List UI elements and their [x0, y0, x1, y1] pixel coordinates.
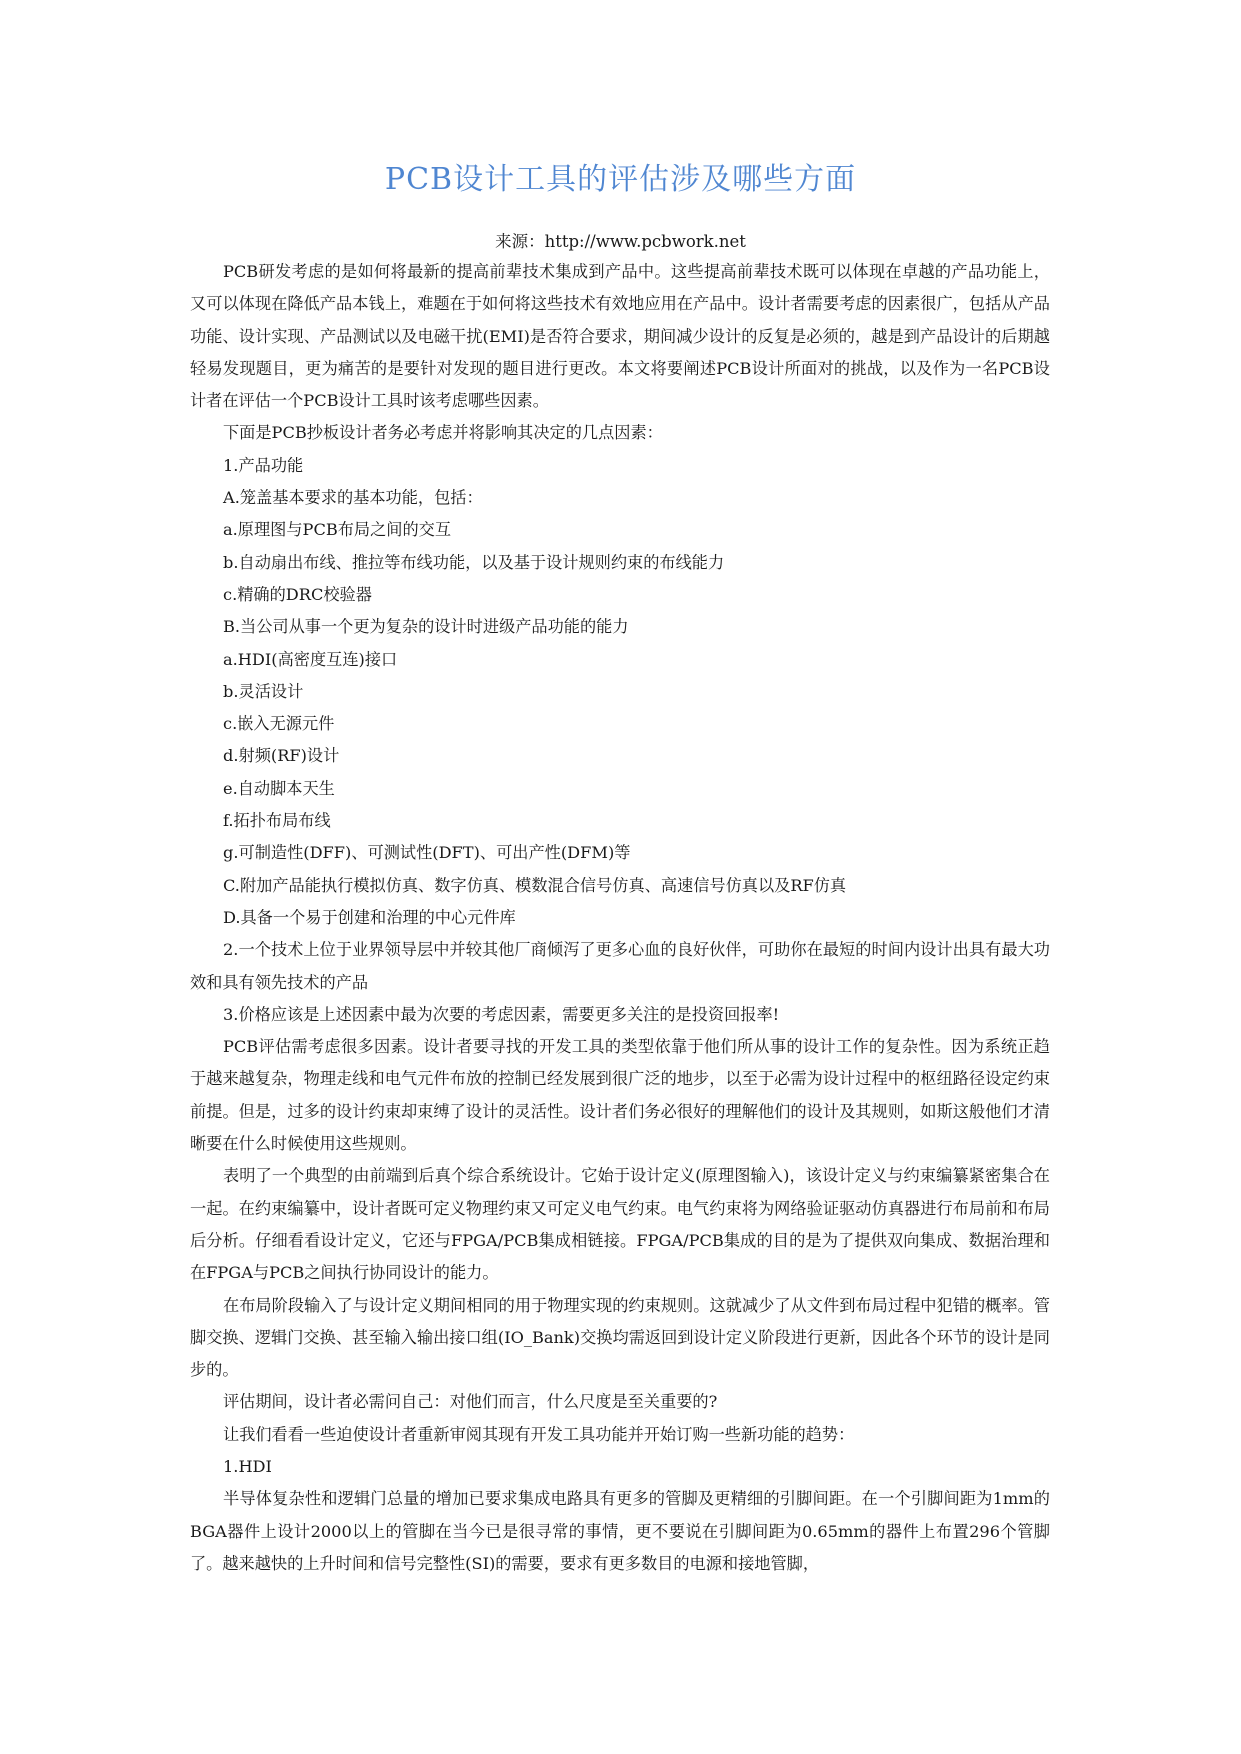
paragraph: D.具备一个易于创建和治理的中心元件库 — [223, 907, 516, 927]
paragraph: B.当公司从事一个更为复杂的设计时进级产品功能的能力 — [223, 617, 629, 637]
paragraph: PCB研发考虑的是如何将最新的提高前辈技术集成到产品中。这些提高前辈技术既可以体现在卓越的产品功能上，又可以体现在降低产品本钱上，难题在于如何将这些技术有效地应用在产品中。设计者需要考虑的因素很广，包括从产品功能、设计实现、产品测试以及电磁干扰(EMI)是否符合要求，期间减少设计的反复是必须的，越是到产品设计的后期越轻易发现题目，更为痛苦的是要针对发现的题目进行更改。本文将要阐述PCB设计所面对的挑战，以及作为一名PCB设计者在评估一个PCB设计工具时该考虑哪些因素。 — [190, 262, 1050, 411]
paragraph: 1.HDI — [223, 1456, 272, 1476]
paragraph: f.拓扑布局布线 — [223, 811, 331, 831]
paragraph: 表明了一个典型的由前端到后真个综合系统设计。它始于设计定义(原理图输入)，该设计定义与约束编纂紧密集合在一起。在约束编纂中，设计者既可定义物理约束又可定义电气约束。电气约束将为网络验证驱动仿真器进行布局前和布局后分析。仔细看看设计定义，它还与FPGA/PCB集成相链接。FPGA/PCB集成的目的是为了提供双向集成、数据治理和在FPGA与PCB之间执行协同设计的能力。 — [190, 1166, 1050, 1283]
paragraph: b.灵活设计 — [223, 681, 304, 701]
paragraph: a.原理图与PCB布局之间的交互 — [223, 520, 452, 540]
paragraph: 让我们看看一些迫使设计者重新审阅其现有开发工具功能并开始订购一些新功能的趋势： — [223, 1424, 855, 1444]
paragraph: 半导体复杂性和逻辑门总量的增加已要求集成电路具有更多的管脚及更精细的引脚间距。在一个引脚间距为1mm的BGA器件上设计2000以上的管脚在当今已是很寻常的事情，更不要说在引脚间距为0.65mm的器件上布置296个管脚了。越来越快的上升时间和信号完整性(SI)的需要，要求有更多数目的电源和接地管脚， — [190, 1489, 1050, 1573]
paragraph: 1.产品功能 — [223, 455, 304, 475]
paragraph: c.精确的DRC校验器 — [223, 584, 372, 604]
paragraph: 在布局阶段输入了与设计定义期间相同的用于物理实现的约束规则。这就减少了从文件到布局过程中犯错的概率。管脚交换、逻辑门交换、甚至输入输出接口组(IO_Bank)交换均需返回到设计定义阶段进行更新，因此各个环节的设计是同步的。 — [190, 1295, 1050, 1380]
paragraph: 3.价格应该是上述因素中最为次要的考虑因素，需要更多关注的是投资回报率! — [223, 1004, 780, 1024]
paragraph: PCB评估需考虑很多因素。设计者要寻找的开发工具的类型依靠于他们所从事的设计工作的复杂性。因为系统正趋于越来越复杂，物理走线和电气元件布放的控制已经发展到很广泛的地步，以至于必需为设计过程中的枢纽路径设定约束前提。但是，过多的设计约束却束缚了设计的灵活性。设计者们务必很好的理解他们的设计及其规则，如斯这般他们才清晰要在什么时候使用这些规则。 — [190, 1037, 1050, 1154]
paragraph: c.嵌入无源元件 — [223, 714, 335, 734]
document-body — [190, 256, 1050, 1580]
paragraph: 评估期间，设计者必需问自己：对他们而言，什么尺度是至关重要的? — [223, 1392, 718, 1412]
paragraph: 下面是PCB抄板设计者务必考虑并将影响其决定的几点因素： — [223, 423, 663, 443]
page-title: PCB设计工具的评估涉及哪些方面 — [384, 162, 857, 197]
paragraph: a.HDI(高密度互连)接口 — [223, 649, 398, 669]
source-line: 来源：http://www.pcbwork.net — [495, 232, 746, 251]
paragraph: e.自动脚本天生 — [223, 778, 335, 798]
paragraph: C.附加产品能执行模拟仿真、数字仿真、模数混合信号仿真、高速信号仿真以及RF仿真 — [223, 875, 847, 895]
paragraph: 2.一个技术上位于业界领导层中并较其他厂商倾泻了更多心血的良好伙伴，可助你在最短的时间内设计出具有最大功效和具有领先技术的产品 — [190, 940, 1050, 992]
paragraph: d.射频(RF)设计 — [223, 746, 340, 766]
paragraph: b.自动扇出布线、推拉等布线功能，以及基于设计规则约束的布线能力 — [223, 552, 725, 572]
paragraph: g.可制造性(DFF)、可测试性(DFT)、可出产性(DFM)等 — [223, 843, 631, 863]
paragraph: A.笼盖基本要求的基本功能，包括： — [223, 488, 483, 508]
